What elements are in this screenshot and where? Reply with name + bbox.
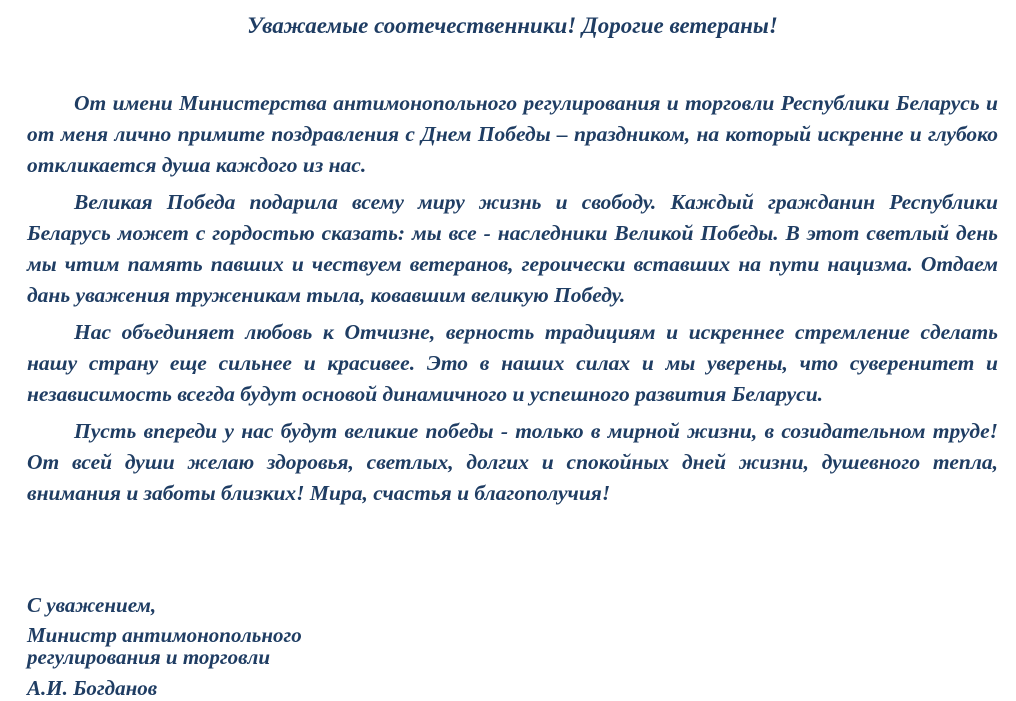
letter-paragraph-3: Нас объединяет любовь к Отчизне, верность традициям и искреннее стремление сделать нашу страну еще сильнее и красивее. Это в наших силах и мы уверены, что суверенитет и независимость всегда будут основой динамичного и успешного развития Беларуси. bbox=[27, 320, 998, 406]
letter-paragraph-4: Пусть впереди у нас будут великие победы - только в мирной жизни, в созидательном труде! От всей души желаю здоровья, светлых, долгих и спокойных дней жизни, душевного тепла, внимания и заботы близких! Мира, счастья и благополучия! bbox=[27, 419, 998, 505]
letter-body bbox=[27, 88, 998, 515]
letter-paragraph-2: Великая Победа подарила всему миру жизнь и свободу. Каждый гражданин Республики Беларусь может с гордостью сказать: мы все - наследники Великой Победы. В этот светлый день мы чтим память павших и чествуем ветеранов, героически вставших на пути нацизма. Отдаем дань уважения труженикам тыла, ковавшим великую Победу. bbox=[27, 190, 998, 307]
letter-title: Уважаемые соотечественники! Дорогие ветераны! bbox=[247, 13, 778, 38]
letter-paragraph-1: От имени Министерства антимонопольного регулирования и торговли Республики Беларусь и от меня лично примите поздравления с Днем Победы – праздником, на который искренне и глубоко откликается душа каждого из нас. bbox=[27, 91, 998, 177]
signature-position-line2: регулирования и торговли bbox=[27, 645, 271, 669]
signature-block bbox=[27, 592, 627, 700]
letter-page bbox=[27, 0, 998, 701]
signature-position-line1: Министр антимонопольного bbox=[27, 623, 302, 647]
signature-name: А.И. Богданов bbox=[27, 676, 158, 700]
signature-greeting: С уважением, bbox=[27, 593, 157, 617]
